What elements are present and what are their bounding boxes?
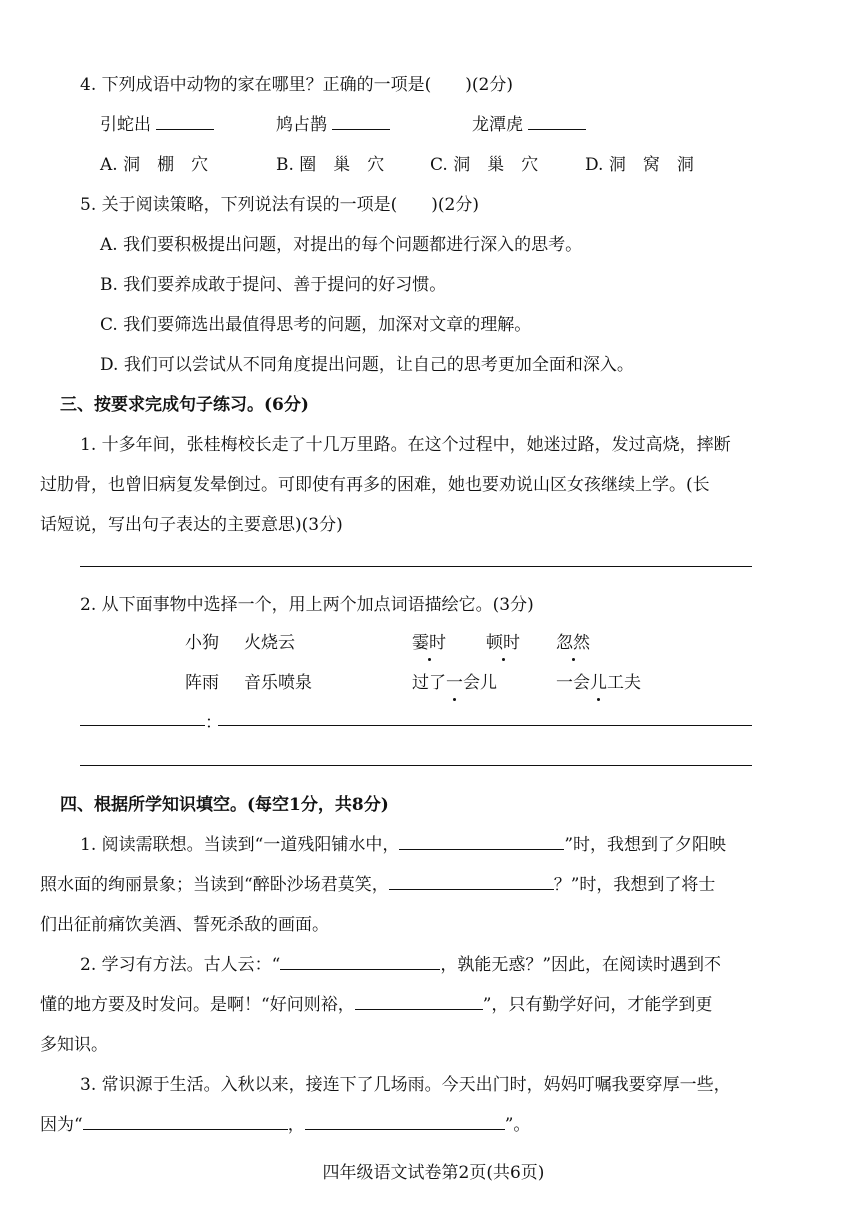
- section3-title: 三、按要求完成句子练习。(6分): [60, 395, 309, 415]
- dotted-word-2-text: 顿时: [486, 628, 520, 653]
- s4-q1-text-a: 1. 阅读需联想。当读到“一道残阳铺水中，: [80, 835, 400, 855]
- section4-title: 四、根据所学知识填空。(每空1分，共8分): [60, 795, 389, 815]
- q4-idiom-3-text: 龙潭虎: [472, 115, 523, 135]
- s4-q3-line-2: [40, 1110, 530, 1135]
- page-footer: 四年级语文试卷第2页(共6页): [322, 1163, 545, 1183]
- thing-2: 火烧云: [244, 633, 295, 653]
- s3-q1-answer-line[interactable]: [80, 566, 752, 567]
- s4-q1-line-3: 们出征前痛饮美酒、誓死杀敌的画面。: [40, 915, 329, 935]
- s4-q2-text-b: ，孰能无惑？”因此，在阅读时遇到不: [440, 955, 722, 975]
- s4-q3-text-c: ，: [287, 1115, 305, 1135]
- s4-q3-text-b: 因为“: [40, 1115, 83, 1135]
- q4-idiom-3: [472, 110, 586, 135]
- s4-q1-blank-2[interactable]: [389, 871, 554, 890]
- q4-option-c[interactable]: C. 洞 巢 穴: [430, 155, 539, 175]
- s4-q2-blank-1[interactable]: [280, 951, 440, 970]
- q4-blank-2[interactable]: [332, 111, 390, 130]
- s3-q1-line-3: 话短说，写出句子表达的主要意思)(3分): [40, 515, 343, 535]
- dotted-word-4: [412, 668, 497, 693]
- q4-blank-1[interactable]: [156, 111, 214, 130]
- s4-q2-text-c: 懂的地方要及时发问。是啊！“好问则裕，: [40, 995, 355, 1015]
- dotted-word-1-text: 霎时: [412, 628, 446, 653]
- s3-q2-answer-line-1[interactable]: [218, 725, 752, 726]
- s4-q2-blank-2[interactable]: [355, 991, 483, 1010]
- s4-q3-line-1: 3. 常识源于生活。入秋以来，接连下了几场雨。今天出门时，妈妈叮嘱我要穿厚一些，: [80, 1075, 731, 1095]
- q5-stem: 5. 关于阅读策略，下列说法有误的一项是( )(2分): [80, 195, 479, 215]
- dotted-word-2: [486, 628, 520, 653]
- s4-q2-line-3: 多知识。: [40, 1035, 108, 1055]
- q4-stem: 4. 下列成语中动物的家在哪里？正确的一项是( )(2分): [80, 75, 513, 95]
- s3-q1-line-1: 1. 十多年间，张桂梅校长走了十几万里路。在这个过程中，她迷过路，发过高烧，摔断: [80, 435, 731, 455]
- q5-option-d[interactable]: D. 我们可以尝试从不同角度提出问题，让自己的思考更加全面和深入。: [100, 355, 634, 375]
- s3-q2-stem: 2. 从下面事物中选择一个，用上两个加点词语描绘它。(3分): [80, 595, 534, 615]
- s3-q2-answer-line-2[interactable]: [80, 765, 752, 766]
- s4-q3-blank-1[interactable]: [83, 1111, 288, 1130]
- q4-option-a[interactable]: A. 洞 棚 穴: [100, 155, 209, 175]
- q4-option-d[interactable]: D. 洞 窝 洞: [585, 155, 694, 175]
- thing-4: 音乐喷泉: [244, 673, 312, 693]
- s4-q1-blank-1[interactable]: [399, 831, 564, 850]
- s4-q3-blank-2[interactable]: [305, 1111, 505, 1130]
- s4-q2-text-d: ”，只有勤学好问，才能学到更: [482, 995, 713, 1015]
- s3-q1-line-2: 过肋骨，也曾旧病复发晕倒过。可即使有再多的困难，她也要劝说山区女孩继续上学。(长: [40, 475, 710, 495]
- q4-idiom-1: [100, 110, 214, 135]
- dotted-word-4-text: 过了一会儿: [412, 668, 497, 693]
- s4-q2-line-2: [40, 990, 712, 1015]
- q5-option-c[interactable]: C. 我们要筛选出最值得思考的问题，加深对文章的理解。: [100, 315, 532, 335]
- q5-option-b[interactable]: B. 我们要养成敢于提问、善于提问的好习惯。: [100, 275, 447, 295]
- thing-1: 小狗: [185, 633, 219, 653]
- s4-q1-line-1: [80, 830, 726, 855]
- q4-blank-3[interactable]: [528, 111, 586, 130]
- dotted-word-1: [412, 628, 446, 653]
- s3-q2-colon: ：: [205, 713, 222, 733]
- s4-q2-text-a: 2. 学习有方法。古人云：“: [80, 955, 281, 975]
- q4-idiom-2: [276, 110, 390, 135]
- dotted-word-3-text: 忽然: [556, 628, 590, 653]
- q5-option-a[interactable]: A. 我们要积极提出问题，对提出的每个问题都进行深入的思考。: [100, 235, 583, 255]
- s4-q2-line-1: [80, 950, 721, 975]
- s4-q1-line-2: [40, 870, 715, 895]
- thing-3: 阵雨: [185, 673, 219, 693]
- q4-option-b[interactable]: B. 圈 巢 穴: [276, 155, 385, 175]
- s4-q1-text-b: ”时，我想到了夕阳映: [564, 835, 727, 855]
- dotted-word-3: [556, 628, 590, 653]
- dotted-word-5-text: 一会儿工夫: [556, 668, 641, 693]
- s4-q1-text-c: 照水面的绚丽景象；当读到“醉卧沙场君莫笑，: [40, 875, 389, 895]
- q4-idiom-1-text: 引蛇出: [100, 115, 151, 135]
- q4-idiom-2-text: 鸠占鹊: [276, 115, 327, 135]
- dotted-word-5: [556, 668, 641, 693]
- s4-q3-text-d: ”。: [504, 1115, 531, 1135]
- s3-q2-thing-blank[interactable]: [80, 725, 205, 726]
- s4-q1-text-d: ？”时，我想到了将士: [553, 875, 716, 895]
